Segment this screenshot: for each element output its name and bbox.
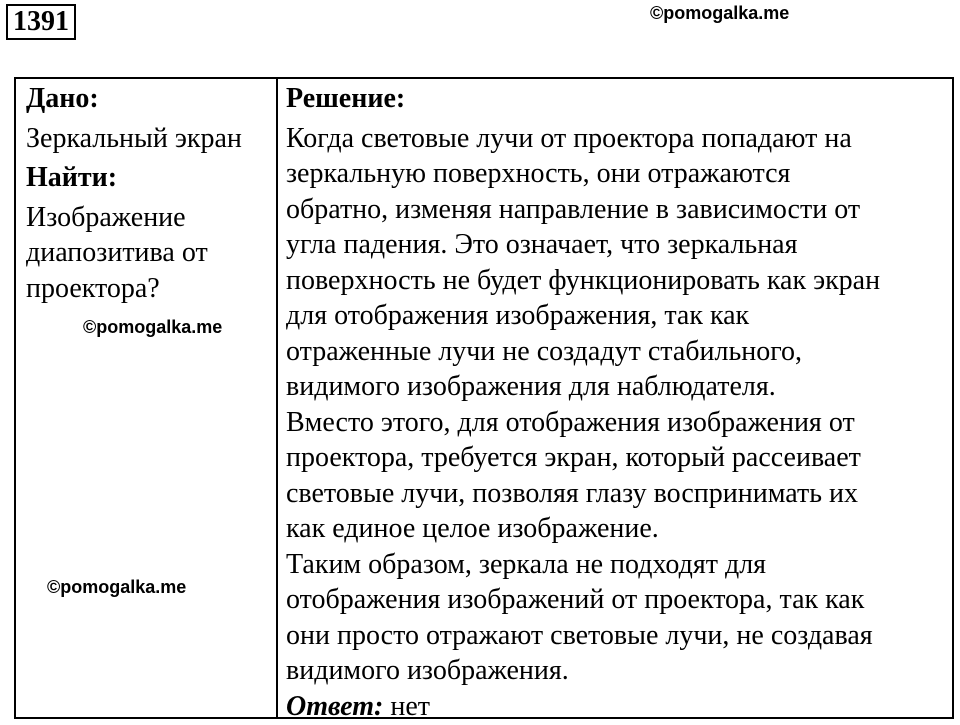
solution-line: отраженные лучи не создадут стабильного, — [286, 335, 803, 367]
solution-heading: Решение: — [286, 83, 406, 114]
answer-line — [286, 689, 954, 725]
find-line: проектора? — [26, 272, 160, 304]
solution-line: световые лучи, позволяя глазу воспринимать их — [286, 477, 858, 509]
answer-label: Ответ: — [286, 690, 384, 722]
find-value — [26, 200, 274, 307]
answer-value: нет — [390, 690, 430, 722]
given-column — [26, 79, 274, 306]
column-divider — [276, 79, 278, 717]
watermark-top: ©pomogalka.me — [650, 3, 790, 23]
given-heading: Дано: — [26, 83, 99, 114]
solution-line: видимого изображения. — [286, 655, 569, 686]
find-line: Изображение — [26, 201, 186, 233]
problem-number: 1391 — [6, 4, 76, 40]
solution-line: как единое целое изображение. — [286, 513, 659, 544]
solution-line: зеркальную поверхность, они отражаются — [286, 158, 791, 189]
find-heading: Найти: — [26, 162, 118, 193]
solution-line: проектора, требуется экран, который рассеивает — [286, 442, 861, 473]
solution-line: Таким образом, зеркала не подходят для — [286, 548, 767, 580]
solution-table — [14, 77, 954, 722]
solution-text — [286, 121, 954, 725]
solution-line: обратно, изменяя направление в зависимости от — [286, 193, 861, 225]
given-value: Зеркальный экран — [26, 122, 242, 154]
watermark-left-upper: ©pomogalka.me — [83, 317, 223, 337]
solution-line: они просто отражают световые лучи, не создавая — [286, 619, 873, 651]
watermark-left-lower: ©pomogalka.me — [47, 577, 187, 597]
solution-line: Когда световые лучи от проектора попадают на — [286, 122, 852, 154]
solution-line: поверхность не будет функционировать как экран — [286, 264, 881, 296]
solution-line: видимого изображения для наблюдателя. — [286, 371, 776, 402]
solution-line: Вместо этого, для отображения изображения от — [286, 406, 855, 438]
find-line: диапозитива от — [26, 237, 208, 268]
solution-line: для отображения изображения, так как — [286, 300, 750, 331]
solution-line: отображения изображений от проектора, так как — [286, 584, 865, 615]
solution-line: угла падения. Это означает, что зеркальная — [286, 229, 798, 260]
solution-column — [286, 79, 954, 724]
